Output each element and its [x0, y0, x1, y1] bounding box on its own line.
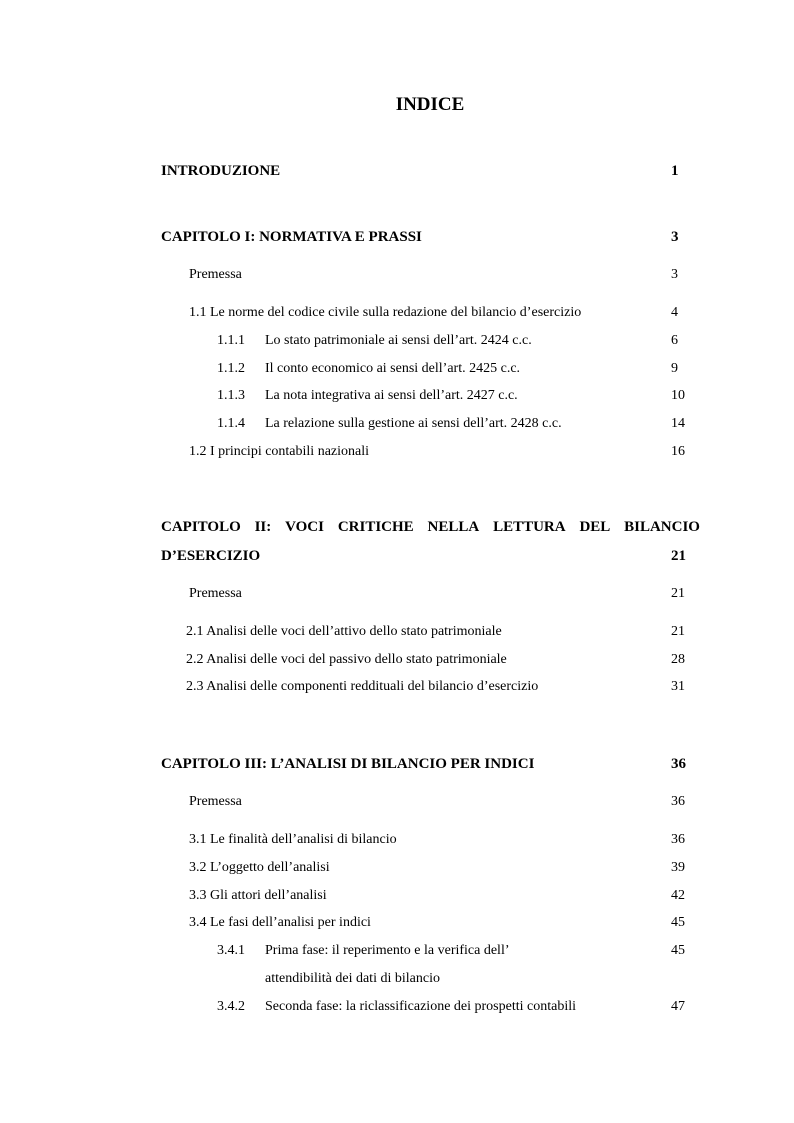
toc-1-1-1-page: 6: [671, 333, 678, 348]
toc-1-1-4-number: 1.1.4: [217, 416, 245, 431]
toc-3-1-page: 36: [671, 832, 685, 847]
ch2-heading-word: BILANCIO: [624, 519, 700, 535]
page-title: INDICE: [395, 94, 465, 115]
toc-3-3-page: 42: [671, 888, 685, 903]
ch2-premessa-label: Premessa: [189, 586, 242, 601]
toc-3-4-1-number: 3.4.1: [217, 943, 245, 958]
chapter-3-heading: CAPITOLO III: L’ANALISI DI BILANCIO PER INDICI: [161, 756, 535, 772]
toc-3-4-2-number: 3.4.2: [217, 999, 245, 1014]
toc-intro-page: 1: [671, 163, 679, 179]
ch2-premessa-page: 21: [671, 586, 685, 601]
toc-1-1-4-label: La relazione sulla gestione ai sensi dell’art. 2428 c.c.: [265, 416, 562, 431]
toc-2-2-page: 28: [671, 652, 685, 667]
toc-1-1-label: 1.1 Le norme del codice civile sulla redazione del bilancio d’esercizio: [189, 305, 582, 320]
ch2-heading-word: CRITICHE: [337, 519, 414, 535]
toc-1-1-3-page: 10: [671, 388, 685, 403]
toc-3-4-1-label-line2: attendibilità dei dati di bilancio: [265, 971, 440, 986]
toc-3-2-page: 39: [671, 860, 685, 875]
chapter-2-page: 21: [671, 548, 686, 564]
ch2-heading-word: II:: [254, 519, 272, 535]
chapter-1-heading: CAPITOLO I: NORMATIVA E PRASSI: [161, 229, 422, 245]
ch1-premessa-label: Premessa: [189, 267, 242, 282]
toc-1-1-page: 4: [671, 305, 678, 320]
toc-1-1-2-number: 1.1.2: [217, 361, 245, 376]
toc-1-1-1-label: Lo stato patrimoniale ai sensi dell’art. 2424 c.c.: [265, 333, 532, 348]
toc-1-2-label: 1.2 I principi contabili nazionali: [189, 444, 370, 459]
toc-1-1-4-page: 14: [671, 416, 685, 431]
ch3-premessa-label: Premessa: [189, 794, 242, 809]
ch2-heading-word: LETTURA: [493, 519, 566, 535]
toc-1-1-2-label: Il conto economico ai sensi dell’art. 2425 c.c.: [265, 361, 521, 376]
toc-intro-label: INTRODUZIONE: [161, 163, 281, 179]
toc-3-1-label: 3.1 Le finalità dell’analisi di bilancio: [189, 832, 397, 847]
toc-3-4-1-label: Prima fase: il reperimento e la verifica dell’: [265, 943, 510, 958]
chapter-3-page: 36: [671, 756, 686, 772]
toc-3-2-label: 3.2 L’oggetto dell’analisi: [189, 860, 330, 875]
ch1-premessa-page: 3: [671, 267, 678, 282]
toc-1-1-3-number: 1.1.3: [217, 388, 245, 403]
toc-2-2-label: 2.2 Analisi delle voci del passivo dello stato patrimoniale: [186, 652, 507, 667]
ch2-heading-word: DEL: [579, 519, 611, 535]
ch3-premessa-page: 36: [671, 794, 685, 809]
toc-1-1-3-label: La nota integrativa ai sensi dell’art. 2427 c.c.: [265, 388, 518, 403]
toc-2-1-page: 21: [671, 624, 685, 639]
chapter-2-heading-line1: [161, 519, 700, 535]
ch2-heading-word: VOCI: [285, 519, 324, 535]
chapter-1-page: 3: [671, 229, 679, 245]
toc-3-4-1-page: 45: [671, 943, 685, 958]
toc-1-2-page: 16: [671, 444, 685, 459]
toc-3-4-label: 3.4 Le fasi dell’analisi per indici: [189, 915, 371, 930]
toc-3-4-2-label: Seconda fase: la riclassificazione dei prospetti contabili: [265, 999, 576, 1014]
ch2-heading-word: NELLA: [427, 519, 480, 535]
toc-1-1-1-number: 1.1.1: [217, 333, 245, 348]
ch2-heading-word: CAPITOLO: [161, 519, 241, 535]
toc-2-3-label: 2.3 Analisi delle componenti reddituali del bilancio d’esercizio: [186, 679, 539, 694]
toc-2-3-page: 31: [671, 679, 685, 694]
chapter-2-heading-line2: D’ESERCIZIO: [161, 548, 261, 564]
toc-2-1-label: 2.1 Analisi delle voci dell’attivo dello stato patrimoniale: [186, 624, 502, 639]
toc-3-3-label: 3.3 Gli attori dell’analisi: [189, 888, 327, 903]
toc-3-4-page: 45: [671, 915, 685, 930]
toc-1-1-2-page: 9: [671, 361, 678, 376]
toc-3-4-2-page: 47: [671, 999, 685, 1014]
